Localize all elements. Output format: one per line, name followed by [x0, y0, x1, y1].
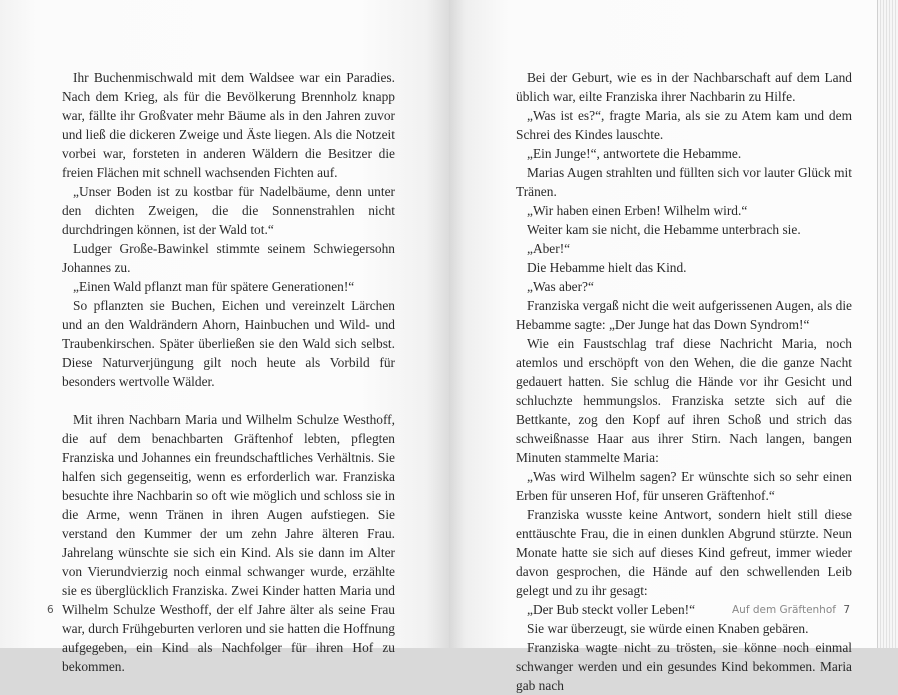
paragraph: Franziska wagte nicht zu trösten, sie könne noch einmal schwanger werden und ein gesundes Kind bekommen. Maria gab nach	[516, 640, 852, 693]
paragraph: Mit ihren Nachbarn Maria und Wilhelm Schulze Westhoff, die auf dem benachbarten Gräftenhof lebten, pflegten Franziska und Johannes ein freundschaftliches Verhältnis. Sie halfen sich gegenseitig, wenn es erforderlich war. Franziska besuchte ihre Nachbarin so oft wie möglich und schloss sie in die Arme, wenn Tränen in ihren Augen aufstiegen. Sie verstand den Kummer der um zehn Jahre älteren Frau. Jahrelang wünschte sie sich ein Kind. Als sie dann im Alter von Vierundvierzig noch einmal schwanger wurde, erzählte sie es überglücklich Franziska. Zwei Kinder hatten Maria und Wilhelm Schulze Westhoff, der elf Jahre älter als seine Frau war, durch Frühgeburten verloren und sie hatten die Hoffnung aufgegeben, ein Kind als Nachfolger für ihren Hof zu bekommen.	[62, 412, 395, 674]
paragraph: Bei der Geburt, wie es in der Nachbarschaft auf dem Land üblich war, eilte Franziska ihrer Nachbarin zu Hilfe.	[516, 70, 852, 104]
right-page-body	[516, 68, 852, 695]
right-page-footer	[732, 604, 850, 616]
paragraph: Die Hebamme hielt das Kind.	[527, 260, 687, 275]
page-edges	[877, 0, 898, 648]
paragraph: „Einen Wald pflanzt man für spätere Generationen!“	[73, 279, 355, 294]
paragraph: „Was aber?“	[527, 279, 594, 294]
paragraph: Wie ein Faustschlag traf diese Nachricht Maria, noch atemlos und erschöpft von den Wehen, die die ganze Nacht gedauert hatten. Sie schlug die Hände vor ihr Gesicht und schluchzte hemmungslos. Franziska setzte sich auf die Bettkante, zog den Kopf auf ihren Schoß und strich das schweißnasse Haar aus ihrer Stirn. Nach langen, bangen Minuten stammelte Maria:	[516, 336, 852, 465]
paragraph: „Unser Boden ist zu kostbar für Nadelbäume, denn unter den dichten Zweigen, die die Sonnenstrahlen nicht durchdringen können, ist der Wald tot.“	[62, 184, 395, 237]
paragraph: „Was ist es?“, fragte Maria, als sie zu Atem kam und dem Schrei des Kindes lauschte.	[516, 108, 852, 142]
left-page-footer	[47, 604, 54, 616]
left-page	[0, 0, 449, 674]
paragraph: „Der Bub steckt voller Leben!“	[527, 602, 696, 617]
page-number: 6	[47, 604, 54, 616]
paragraph: Franziska vergaß nicht die weit aufgerissenen Augen, als die Hebamme sagte: „Der Junge hat das Down Syndrom!“	[516, 298, 852, 332]
paragraph: „Ein Junge!“, antwortete die Hebamme.	[527, 146, 742, 161]
paragraph: Marias Augen strahlten und füllten sich vor lauter Glück mit Tränen.	[516, 165, 852, 199]
paragraph: Sie war überzeugt, sie würde einen Knaben gebären.	[527, 621, 809, 636]
paragraph: Franziska wusste keine Antwort, sondern hielt still diese enttäuschte Frau, die in einen dunklen Abgrund stürzte. Neun Monate hatte sie sich auf dieses Kind gefreut, immer wieder davon gesprochen, die Hände auf den schwellenden Leib gelegt und zu ihr gesagt:	[516, 507, 852, 598]
paragraph: „Was wird Wilhelm sagen? Er wünschte sich so sehr einen Erben für unseren Hof, für unseren Gräftenhof.“	[516, 469, 852, 503]
right-page	[449, 0, 877, 693]
left-page-body	[62, 68, 395, 676]
page-number: 7	[843, 604, 850, 616]
paragraph: „Aber!“	[527, 241, 571, 256]
paragraph: „Wir haben einen Erben! Wilhelm wird.“	[527, 203, 748, 218]
paragraph: So pflanzten sie Buchen, Eichen und vereinzelt Lärchen und an den Waldrändern Ahorn, Hainbuchen und Wild- und Traubenkirschen. Später überließen sie den Wald sich selbst. Diese Naturverjüngung gilt noch heute als Vorbild für besonders wertvolle Wälder.	[62, 298, 395, 389]
paragraph: Weiter kam sie nicht, die Hebamme unterbrach sie.	[527, 222, 801, 237]
paragraph: Ludger Große-Bawinkel stimmte seinem Schwiegersohn Johannes zu.	[62, 241, 395, 275]
running-title: Auf dem Gräftenhof	[731, 604, 836, 616]
paragraph: Ihr Buchenmischwald mit dem Waldsee war ein Paradies. Nach dem Krieg, als für die Bevölkerung Brennholz knapp war, fällte ihr Großvater mehr Bäume als in den Jahren zuvor und ließ die dickeren Zweige und Äste liegen. Als die Notzeit vorbei war, forsteten in anderen Wäldern die Besitzer die freien Flächen mit schnell wachsenden Fichten auf.	[62, 70, 395, 180]
